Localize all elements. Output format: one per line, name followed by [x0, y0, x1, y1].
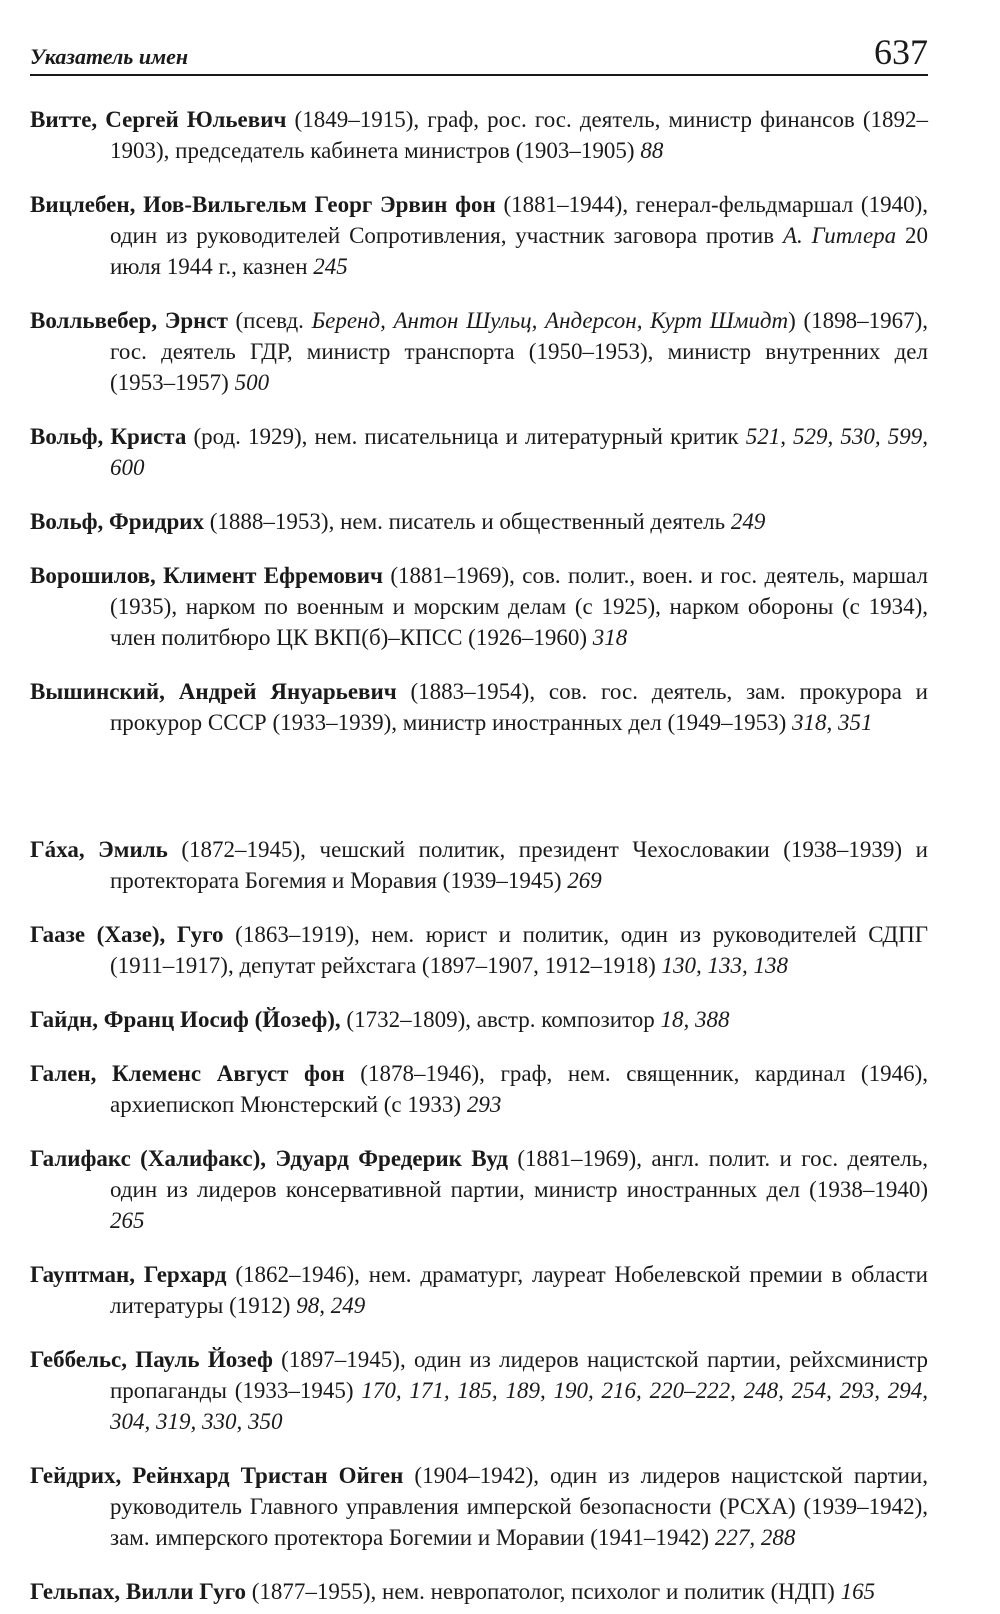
entry-text: (1881–1969), сов. полит., воен. и гос. деятель, маршал (1935), нарком по военным и морским делам (с 1925), нарком обороны (с 1934), член политбюро ЦК ВКП(б)–КПСС (1926–1960) — [110, 563, 928, 650]
entry-page-refs: 18, 388 — [660, 1007, 730, 1032]
index-entry — [30, 506, 928, 537]
entry-name: Гейдрих, Рейнхард Тристан Ойген — [30, 1463, 404, 1488]
entry-name: Гауптман, Герхард — [30, 1262, 227, 1287]
entry-name: Вицлебен, Иов-Вильгельм Георг Эрвин фон — [30, 192, 496, 217]
entry-page-refs: 249 — [730, 509, 766, 534]
index-entry — [30, 104, 928, 166]
entry-page-refs: 265 — [110, 1208, 145, 1233]
entry-text: 20 июля 1944 г., казнен — [110, 223, 929, 279]
index-entry — [30, 189, 928, 282]
index-entry — [30, 834, 928, 896]
page-header — [30, 28, 928, 76]
entry-italic: А. Гитлера — [782, 223, 897, 248]
entry-name: Витте, Сергей Юльевич — [30, 107, 287, 132]
index-entry — [30, 421, 928, 483]
entry-text: (1883–1954), сов. гос. деятель, зам. прокурора и прокурор СССР (1933–1939), министр иностранных дел (1949–1953) — [110, 679, 928, 735]
index-entry — [30, 305, 928, 398]
entry-page-refs: 165 — [840, 1579, 876, 1604]
entry-text: (1863–1919), нем. юрист и политик, один из руководителей СДПГ (1911–1917), депутат рейхстага (1897–1907, 1912–1918) — [110, 922, 928, 978]
entry-page-refs: 318, 351 — [792, 710, 873, 735]
entry-name: Геббельс, Пауль Йозеф — [30, 1347, 273, 1372]
page-number: 637 — [874, 32, 928, 72]
entry-text: (1849–1915), граф, рос. гос. деятель, министр финансов (1892–1903), председатель кабинета министров (1903–1905) — [110, 107, 928, 163]
book-page — [30, 28, 928, 1614]
index-entry — [30, 919, 928, 981]
entry-page-refs: 521, 529, 530, 599, 600 — [110, 424, 928, 480]
entry-name: Гельпах, Вилли Гуго — [30, 1579, 246, 1604]
entry-name: Галифакс (Халифакс), Эдуард Фредерик Вуд — [30, 1146, 508, 1171]
running-title: Указатель имен — [30, 44, 189, 69]
entry-page-refs: 227, 288 — [714, 1525, 796, 1550]
entry-text: (1881–1969), англ. полит. и гос. деятель, один из лидеров консервативной партии, министр иностранных дел (1938–1940) — [110, 1146, 928, 1202]
index-entry — [30, 1143, 928, 1236]
index-entry — [30, 1576, 928, 1607]
entry-page-refs: 245 — [313, 254, 348, 279]
entry-name: Гаазе (Хазе), Гуго — [30, 922, 224, 947]
entry-text: (псевд. — [227, 308, 312, 333]
entry-text: (1862–1946), нем. драматург, лауреат Нобелевской премии в области литературы (1912) — [110, 1262, 928, 1318]
index-entry — [30, 560, 928, 653]
entry-page-refs: 130, 133, 138 — [661, 953, 788, 978]
entry-text: (1877–1955), нем. невропатолог, психолог и политик (НДП) — [245, 1579, 841, 1604]
entry-name: Вольф, Криста — [30, 424, 187, 449]
entry-page-refs: 170, 171, 185, 189, 190, 216, 220–222, 248, 254, 293, 294, 304, 319, 330, 350 — [110, 1378, 929, 1434]
entry-name: Волльвебер, Эрнст — [30, 308, 228, 333]
entry-italic: Беренд, Антон Шульц, Андерсон, Курт Шмидт — [311, 308, 789, 333]
entry-name: Гáха, Эмиль — [30, 837, 168, 862]
entry-text: (1897–1945), один из лидеров нацистской партии, рейхсминистр пропаганды (1933–1945) — [110, 1347, 928, 1403]
entry-text: (1878–1946), граф, нем. священник, кардинал (1946), архиепископ Мюнстерский (с 1933) — [110, 1061, 928, 1117]
entry-name: Ворошилов, Климент Ефремович — [30, 563, 383, 588]
entry-name: Вышинский, Андрей Януарьевич — [30, 679, 397, 704]
entry-text: (1904–1942), один из лидеров нацистской партии, руководитель Главного управления имперской безопасности (РСХА) (1939–1942), зам. имперского протектора Богемии и Моравии (1941–1942) — [110, 1463, 928, 1550]
entry-text: (1888–1953), нем. писатель и общественный деятель — [204, 509, 731, 534]
name-index — [30, 104, 928, 1607]
entry-text: ) (1898–1967), гос. деятель ГДР, министр транспорта (1950–1953), министр внутренних дел (1953–1957) — [110, 308, 929, 395]
entry-name: Гайдн, Франц Иосиф (Йозеф), — [30, 1007, 341, 1032]
index-entry — [30, 676, 928, 738]
entry-page-refs: 500 — [234, 370, 270, 395]
index-entry — [30, 1004, 928, 1035]
entry-page-refs: 318 — [592, 625, 628, 650]
index-entry — [30, 1259, 928, 1321]
entry-name: Гален, Клеменс Август фон — [30, 1061, 345, 1086]
entry-page-refs: 269 — [567, 868, 602, 893]
entry-page-refs: 88 — [640, 138, 664, 163]
index-entry — [30, 1058, 928, 1120]
index-entry — [30, 1460, 928, 1553]
entry-page-refs: 293 — [466, 1092, 502, 1117]
entry-text: (1881–1944), генерал-фельдмаршал (1940), один из руководителей Сопротивления, участник заговора против — [110, 192, 929, 248]
entry-text: (1732–1809), австр. композитор — [340, 1007, 661, 1032]
section-divider — [30, 745, 928, 811]
entry-text: (1872–1945), чешский политик, президент Чехословакии (1938–1939) и протектората Богемия и Моравия (1939–1945) — [110, 837, 928, 893]
entry-page-refs: 98, 249 — [296, 1293, 366, 1318]
entry-name: Вольф, Фридрих — [30, 509, 204, 534]
index-entry — [30, 1344, 928, 1437]
entry-text: (род. 1929), нем. писательница и литературный критик — [186, 424, 746, 449]
